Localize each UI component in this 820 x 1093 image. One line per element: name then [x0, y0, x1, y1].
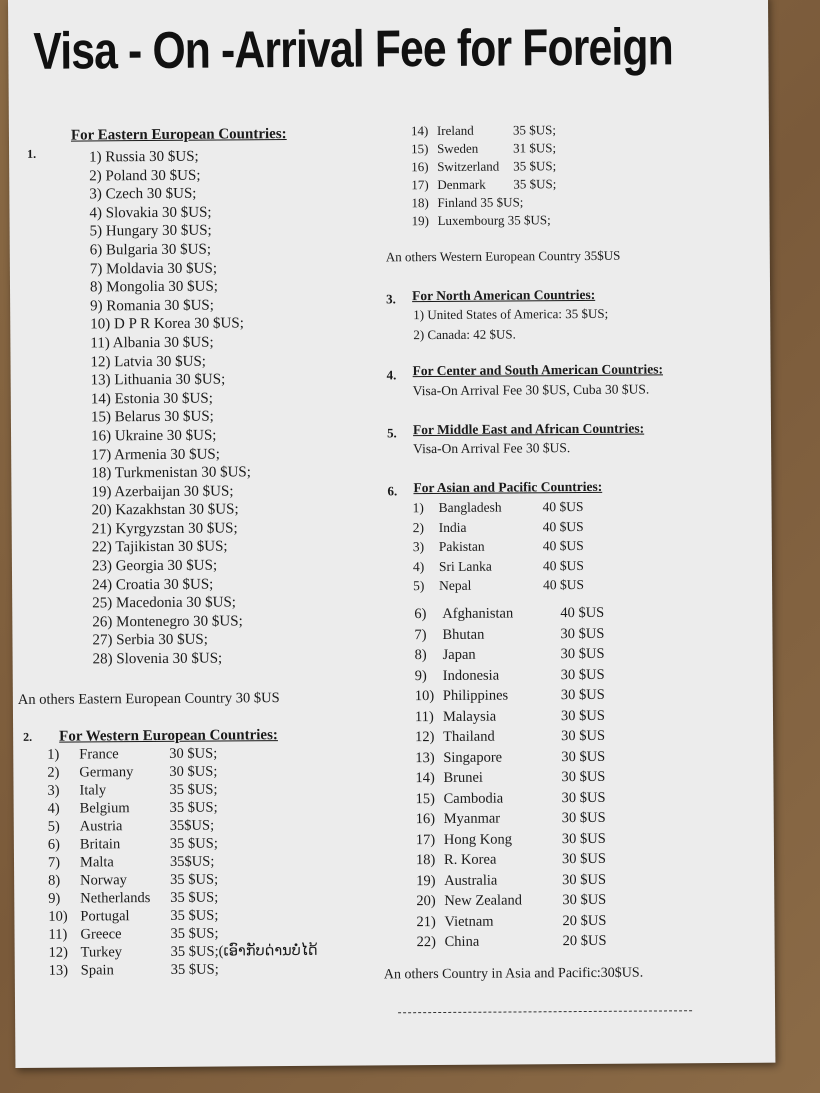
item-number: 3)	[412, 539, 425, 555]
list-item: 2) Canada: 42 $US.	[413, 326, 516, 343]
country-name: Switzerland	[437, 158, 500, 175]
fee-amount: 35 $US;	[513, 176, 557, 192]
country-name: Nepal	[439, 578, 472, 594]
item-number: 5)	[47, 818, 60, 835]
fee-amount: 30 $US	[562, 871, 607, 888]
list-item	[48, 924, 317, 944]
item-number: 10)	[414, 688, 435, 705]
divider	[398, 1010, 692, 1013]
list-item	[416, 910, 606, 932]
list-item	[415, 726, 605, 748]
item-number: 8)	[414, 647, 427, 664]
fee-amount: 30 $US	[561, 727, 606, 745]
fee-amount: 30 $US	[561, 850, 606, 868]
list-item: 12) Latvia 30 $US;	[90, 353, 206, 370]
list-item	[48, 852, 317, 872]
country-name: Singapore	[443, 749, 503, 766]
country-name: Spain	[80, 962, 114, 979]
list-item	[415, 746, 605, 768]
others-note: An others Eastern European Country 30 $US	[17, 690, 280, 708]
list-item: 10) D P R Korea 30 $US;	[90, 315, 244, 333]
country-name: Bhutan	[442, 626, 485, 643]
fee-amount: 30 $US	[561, 768, 606, 786]
fee-amount: 30 $US	[561, 809, 606, 827]
list-item	[48, 816, 317, 836]
list-item: 16) Ukraine 30 $US;	[90, 427, 217, 445]
fee-amount: 30 $US;	[169, 763, 218, 780]
item-number: 18)	[415, 852, 436, 869]
list-item: 25) Macedonia 30 $US;	[92, 594, 237, 612]
item-number: 19)	[411, 213, 429, 229]
asia-pacific-list	[412, 497, 584, 596]
country-name: Ireland	[436, 122, 474, 139]
list-item	[411, 193, 556, 212]
country-name: Luxembourg 35 $US;	[437, 212, 551, 229]
item-number: 20)	[416, 893, 436, 910]
country-name: Britain	[79, 836, 121, 853]
country-name: Finland 35 $US;	[437, 194, 524, 211]
list-item: 19) Azerbaijan 30 $US;	[91, 483, 234, 501]
country-name: Portugal	[80, 908, 130, 925]
country-name: Sweden	[436, 140, 479, 157]
section-heading: For Middle East and African Countries:	[412, 420, 645, 438]
item-number: 9)	[48, 890, 61, 907]
list-item	[413, 556, 584, 577]
list-item	[416, 808, 606, 830]
list-item	[48, 906, 317, 926]
list-item	[414, 623, 604, 645]
list-item: 26) Montenegro 30 $US;	[92, 613, 243, 631]
country-name: Malta	[79, 854, 114, 871]
fee-amount: 35 $US;	[169, 781, 218, 798]
list-item	[48, 888, 317, 908]
list-item	[411, 211, 556, 230]
item-number: 22)	[416, 934, 436, 951]
country-name: R. Korea	[443, 851, 497, 868]
western-europe-list-continued	[411, 121, 557, 230]
fee-amount: 35$US;	[169, 817, 215, 834]
list-item	[47, 762, 316, 782]
fee-amount: 40 $US	[543, 577, 585, 593]
country-name: Italy	[79, 782, 107, 799]
item-number: 5)	[413, 578, 425, 594]
item-number: 6)	[414, 606, 427, 623]
item-number: 6)	[47, 836, 61, 853]
list-item	[416, 890, 606, 912]
item-number: 7)	[414, 626, 427, 643]
country-name: Myanmar	[443, 810, 501, 827]
fee-amount: 40 $US	[542, 557, 584, 574]
item-number: 15)	[410, 141, 429, 157]
fee-amount: 30 $US	[560, 645, 605, 663]
list-item: 9) Romania 30 $US;	[90, 297, 214, 315]
fee-amount: 20 $US	[562, 932, 607, 950]
list-item	[416, 787, 606, 809]
list-item	[411, 121, 556, 140]
list-item	[413, 575, 584, 596]
country-name: Japan	[442, 646, 476, 663]
section-number: 3.	[386, 291, 396, 307]
section-number: 1.	[27, 146, 37, 161]
country-name: Greece	[80, 926, 122, 943]
country-name: China	[444, 933, 480, 950]
item-number: 14)	[415, 770, 435, 787]
list-item	[48, 798, 317, 818]
country-name: Austria	[79, 818, 123, 835]
list-item: 17) Armenia 30 $US;	[91, 446, 220, 463]
list-item	[411, 175, 556, 194]
list-item	[415, 685, 605, 707]
list-item: 27) Serbia 30 $US;	[92, 632, 208, 649]
fee-amount: 40 $US	[542, 538, 584, 554]
list-item	[413, 517, 584, 538]
list-item	[415, 767, 605, 789]
list-item: 1) Russia 30 $US;	[89, 148, 199, 166]
country-name: Pakistan	[438, 538, 485, 555]
fee-amount: 30 $US	[560, 686, 605, 704]
list-item	[414, 603, 604, 625]
item-number: 14)	[410, 123, 429, 139]
section-heading: For Asian and Pacific Countries:	[413, 478, 603, 496]
fee-amount: 40 $US	[560, 604, 605, 622]
list-item: 4) Slovakia 30 $US;	[89, 204, 212, 222]
item-number: 1)	[412, 500, 424, 516]
list-item: 24) Croatia 30 $US;	[92, 576, 214, 594]
country-name: Brunei	[443, 769, 483, 786]
list-item: 11) Albania 30 $US;	[90, 334, 214, 352]
section-number: 4.	[386, 367, 397, 383]
fee-amount: 35 $US;	[170, 871, 219, 888]
item-number: 17)	[415, 831, 436, 848]
item-number: 13)	[48, 962, 69, 979]
item-number: 11)	[48, 926, 68, 943]
list-item	[48, 870, 317, 890]
list-item: 8) Mongolia 30 $US;	[89, 278, 218, 296]
fee-amount: 40 $US	[542, 498, 584, 515]
fee-amount: 20 $US	[562, 912, 607, 929]
fee-amount: 31 $US;	[512, 140, 557, 156]
list-item: 7) Moldavia 30 $US;	[89, 260, 218, 277]
country-name: Hong Kong	[443, 831, 513, 848]
item-number: 12)	[48, 944, 69, 961]
item-number: 2)	[412, 519, 424, 535]
list-item: 18) Turkmenistan 30 $US;	[91, 464, 251, 482]
section-number: 6.	[387, 483, 398, 499]
item-number: 11)	[414, 708, 434, 725]
item-number: 13)	[415, 749, 435, 766]
country-name: Bangladesh	[438, 499, 502, 516]
section-heading: For Eastern European Countries:	[70, 126, 287, 144]
country-name: Thailand	[443, 728, 495, 745]
list-item: 1) United States of America: 35 $US;	[413, 305, 609, 323]
section-number: 2.	[23, 729, 33, 744]
country-name: Malaysia	[442, 708, 497, 725]
list-item: 15) Belarus 30 $US;	[90, 408, 214, 426]
list-item: 6) Bulgaria 30 $US;	[89, 241, 212, 259]
country-name: Turkey	[80, 944, 123, 961]
fee-amount: 40 $US	[542, 518, 584, 534]
section-heading: For Center and South American Countries:	[412, 361, 664, 379]
list-item	[412, 497, 583, 518]
list-item: 20) Kazakhstan 30 $US;	[91, 501, 239, 519]
list-item: 14) Estonia 30 $US;	[90, 390, 213, 408]
item-number: 4)	[412, 558, 425, 574]
country-name: Cambodia	[443, 790, 504, 807]
list-item: 2) Poland 30 $US;	[89, 167, 201, 185]
country-name: India	[438, 519, 467, 535]
fee-amount: 35 $US;(ເອົາກັບດ່ານບໍ່ໄດ້	[170, 942, 318, 960]
fee-amount: 35 $US;	[169, 835, 218, 852]
fee-amount: 30 $US	[561, 789, 606, 806]
list-item	[413, 536, 584, 557]
country-name: Australia	[444, 872, 498, 889]
others-note: An others Western European Country 35$US	[385, 247, 621, 265]
item-number: 15)	[415, 790, 435, 807]
item-number: 19)	[416, 872, 436, 889]
item-number: 16)	[411, 159, 429, 175]
fee-amount: 30 $US	[561, 830, 606, 847]
item-number: 17)	[411, 177, 429, 193]
country-name: Belgium	[79, 800, 130, 817]
country-name: Netherlands	[80, 890, 151, 907]
list-item: 5) Hungary 30 $US;	[89, 222, 212, 240]
country-name: Indonesia	[442, 667, 500, 684]
section-text: Visa-On Arrival Fee 30 $US, Cuba 30 $US.	[412, 381, 650, 399]
country-name: Vietnam	[444, 913, 494, 930]
fee-amount: 30 $US	[560, 707, 605, 724]
country-name: France	[79, 746, 119, 763]
fee-amount: 35 $US;	[170, 907, 219, 924]
list-item: 28) Slovenia 30 $US;	[92, 650, 223, 668]
country-name: Afghanistan	[442, 605, 514, 622]
list-item	[47, 780, 316, 800]
list-item	[416, 869, 606, 891]
list-item: 13) Lithuania 30 $US;	[90, 371, 226, 389]
item-number: 9)	[414, 667, 427, 684]
section-heading: For North American Countries:	[412, 286, 596, 304]
country-name: Norway	[80, 872, 127, 889]
section-text: Visa-On Arrival Fee 30 $US.	[413, 440, 571, 457]
country-name: Denmark	[437, 176, 486, 193]
item-number: 3)	[47, 782, 60, 799]
fee-amount: 30 $US;	[169, 745, 218, 762]
country-name: Philippines	[442, 687, 509, 704]
item-number: 21)	[416, 913, 436, 930]
item-number: 10)	[48, 908, 68, 925]
list-item	[415, 664, 605, 686]
asia-pacific-list-continued	[414, 603, 606, 953]
fee-notice-sheet	[8, 0, 775, 1068]
fee-amount: 30 $US	[560, 666, 605, 683]
list-item: 21) Kyrgyzstan 30 $US;	[91, 520, 238, 538]
fee-amount: 35 $US;	[170, 961, 219, 978]
others-note: An others Country in Asia and Pacific:30$US.	[383, 965, 644, 983]
item-number: 18)	[411, 195, 429, 211]
list-item	[417, 931, 607, 953]
fee-amount: 35 $US;	[512, 122, 556, 138]
list-item	[411, 139, 556, 158]
fee-amount: 30 $US	[561, 748, 606, 765]
item-number: 1)	[47, 746, 60, 763]
list-item	[415, 705, 605, 727]
list-item	[416, 849, 606, 871]
item-number: 4)	[47, 800, 60, 817]
list-item	[47, 744, 316, 764]
section-heading: For Western European Countries:	[59, 727, 278, 745]
fee-amount: 30 $US	[562, 891, 607, 909]
fee-amount: 35 $US;	[170, 925, 219, 942]
item-number: 8)	[48, 872, 61, 889]
list-item	[411, 157, 556, 176]
item-number: 16)	[415, 811, 436, 828]
item-number: 7)	[47, 854, 61, 871]
list-item	[49, 960, 318, 980]
list-item: 23) Georgia 30 $US;	[91, 557, 218, 575]
eastern-europe-list	[89, 147, 252, 669]
country-name: Sri Lanka	[438, 558, 492, 574]
country-name: Germany	[79, 764, 134, 781]
list-item	[416, 828, 606, 850]
list-item: 22) Tajikistan 30 $US;	[91, 538, 228, 556]
fee-amount: 30 $US	[560, 625, 605, 642]
western-europe-list	[47, 744, 318, 980]
fee-amount: 35 $US;	[170, 889, 219, 906]
list-item	[48, 834, 317, 854]
fee-amount: 35 $US;	[169, 799, 218, 816]
list-item: 3) Czech 30 $US;	[89, 185, 197, 203]
list-item	[415, 644, 605, 666]
page-title: Visa - On -Arrival Fee for Foreign	[33, 18, 674, 81]
section-number: 5.	[386, 425, 397, 441]
country-name: New Zealand	[444, 892, 523, 909]
fee-amount: 35$US;	[169, 853, 215, 870]
fee-amount: 35 $US;	[513, 158, 557, 174]
item-number: 2)	[47, 764, 60, 781]
list-item	[49, 942, 318, 962]
item-number: 12)	[415, 729, 435, 746]
